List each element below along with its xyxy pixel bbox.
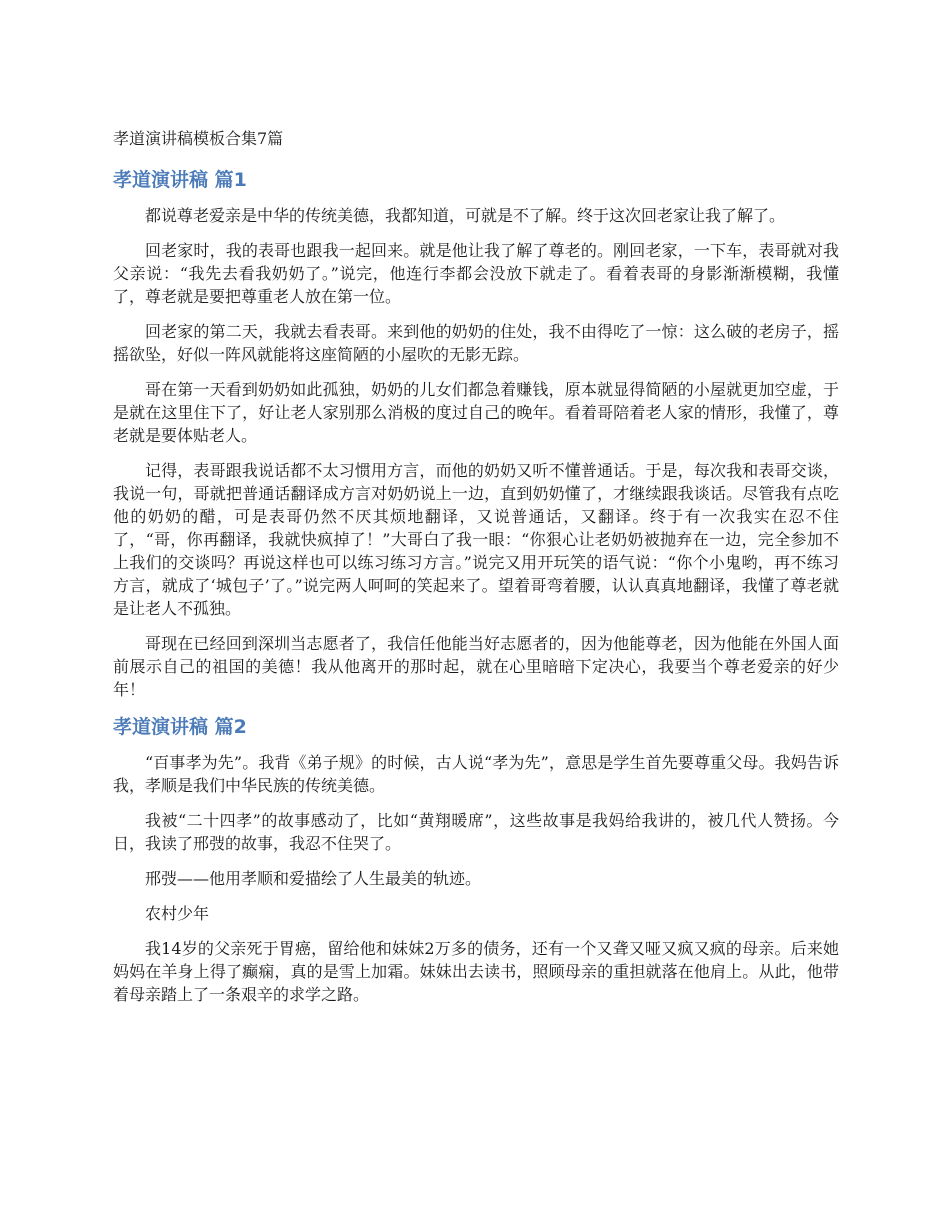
section-heading: 孝道演讲稿 篇2 xyxy=(113,716,247,738)
paragraph: “百事孝为先”。我背《弟子规》的时候，古人说“孝为先”，意思是学生首先要尊重父母。我妈告诉我，孝顺是我们中华民族的传统美德。 xyxy=(113,753,839,795)
paragraph: 我14岁的父亲死于胃癌，留给他和妹妹2万多的债务，还有一个又聋又哑又疯又疯的母亲。后来她妈妈在羊身上得了癫痫，真的是雪上加霜。妹妹出去读书，照顾母亲的重担就落在他肩上。从此，他带着母亲踏上了一条艰辛的求学之路。 xyxy=(113,939,839,1004)
document-page xyxy=(113,118,839,1018)
section-2 xyxy=(113,713,839,1006)
paragraph: 记得，表哥跟我说话都不太习惯用方言，而他的奶奶又听不懂普通话。于是，每次我和表哥交谈，我说一句，哥就把普通话翻译成方言对奶奶说上一边，直到奶奶懂了，才继续跟我谈话。尽管我有点吃他的奶奶的醋，可是表哥仍然不厌其烦地翻译，又说普通话，又翻译。终于有一次我实在忍不住了，“哥，你再翻译，我就快疯掉了！”大哥白了我一眼：“你狠心让老奶奶被抛弃在一边，完全参加不上我们的交谈吗？再说这样也可以练习练习方言。”说完又用开玩笑的语气说：“你个小鬼哟，再不练习方言，就成了‘城包子’了。”说完两人呵呵的笑起来了。望着哥弯着腰，认认真真地翻译，我懂了尊老就是让老人不孤独。 xyxy=(113,461,839,618)
paragraph: 哥现在已经回到深圳当志愿者了，我信任他能当好志愿者的，因为他能尊老，因为他能在外国人面前展示自己的祖国的美德！我从他离开的那时起，就在心里暗暗下定决心，我要当个尊老爱亲的好少年！ xyxy=(113,634,839,699)
paragraph: 我被“二十四孝”的故事感动了，比如“黄翔暖席”，这些故事是我妈给我讲的，被几代人赞扬。今日，我读了邢弢的故事，我忍不住哭了。 xyxy=(113,811,839,853)
paragraph: 哥在第一天看到奶奶如此孤独，奶奶的儿女们都急着赚钱，原本就显得简陋的小屋就更加空虚，于是就在这里住下了，好让老人家别那么消极的度过自己的晚年。看着哥陪着老人家的情形，我懂了，尊老就是要体贴老人。 xyxy=(113,380,839,445)
paragraph: 都说尊老爱亲是中华的传统美德，我都知道，可就是不了解。终于这次回老家让我了解了。 xyxy=(145,206,786,225)
paragraph: 农村少年 xyxy=(145,904,210,923)
document-title: 孝道演讲稿模板合集7篇 xyxy=(113,129,284,148)
section-1 xyxy=(113,166,839,701)
section-heading: 孝道演讲稿 篇1 xyxy=(113,169,247,191)
paragraph: 邢弢——他用孝顺和爱描绘了人生最美的轨迹。 xyxy=(145,869,482,888)
paragraph: 回老家的第二天，我就去看表哥。来到他的奶奶的住处，我不由得吃了一惊：这么破的老房子，摇摇欲坠，好似一阵风就能将这座简陋的小屋吹的无影无踪。 xyxy=(113,322,839,364)
paragraph: 回老家时，我的表哥也跟我一起回来。就是他让我了解了尊老的。刚回老家，一下车，表哥就对我父亲说：“我先去看我奶奶了。”说完，他连行李都会没放下就走了。看着表哥的身影渐渐模糊，我懂了，尊老就是要把尊重老人放在第一位。 xyxy=(113,241,839,306)
